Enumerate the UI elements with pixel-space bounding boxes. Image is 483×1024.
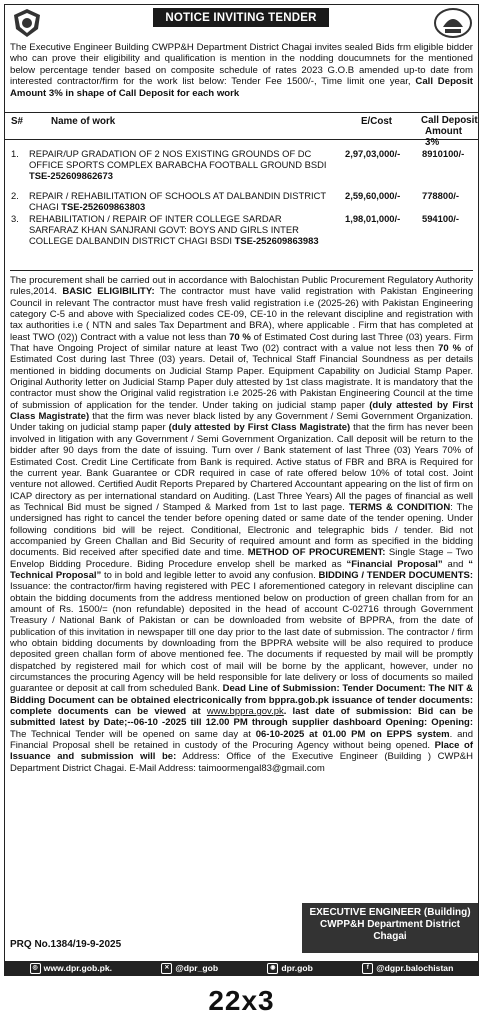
balochistan-emblem-logo [10,7,44,39]
heading-place-of-issuance: Place of Issuance and submission will be: [10,740,473,763]
heading-terms-condition: TERMS & CONDITION [348,501,451,513]
instagram-link[interactable]: ◉ dpr.gob [267,963,313,974]
heading-basic-eligibility: BASIC ELIGIBILITY: [62,286,155,298]
facebook-icon: f [362,963,373,974]
row-sno: 3. [11,213,19,224]
header-sno: S# [11,116,23,127]
row-sno: 1. [11,148,19,159]
signature-line-1: EXECUTIVE ENGINEER (Building) [309,907,471,918]
table-row [5,148,478,190]
signature-line-3: Chagai [373,931,407,942]
notice-title: NOTICE INVITING TENDER [153,8,329,27]
table-header-row [5,112,478,148]
header-call-amount: Amount 3% [425,126,463,148]
government-seal-logo [433,7,473,39]
instagram-icon: ◉ [267,963,278,974]
conditions-body: The procurement shall be carried out in accordance with Balochistan Public Procurement Regulatory Authority rules,2014. BASIC ELIGIBILITY: The contractor must have valid registration with Pakistan Engineering Council in relevant The contractor must have fresh valid registration i.e (2025-26) with Pakistan Engineering category C-5 and above with Specialized codes CE-09, CE-10 in the relevant discipline and registration with tax authorities i.e ( NTN and sales Tax Department and BRA), where applicable . Firm that has completed at least TWO (02)) Contract with a value not less than 70 % of Estimated Cost during last Three (03) years. Firm That have Ongoing Project of similar nature at least Two (02) contract with a value not less then 70 % of Estimated Cost during last Three (03) years. Detail of, Technical Staff Financial Soundness as per details mentioned in bidding documents on Judicial Stamp Paper. Equipment Capability on Judicial Stamp Paper. Original Authority letter on Judicial Stamp Paper duly attested by 1st class magistrate. It is mandatory that the contractor must show the Original valid registration i.e 2025-26 with Pakistan Engineering Council at the time of submission of application for the tender. Under taking on judicial stamp paper (duly attested by First Class Magistrate) that the firm was never black listed by any Government / Semi Government Organization. Under taking on judicial stamp paper (duly attested by First Class Magistrate) that the firm has never been involved in litigation with any Government / Semi Government Organization. Call deposit will be return to the bidder after 90 days from the date of issuing. Turn over / Bank statement of last Three (03) Years 70% of Estimated Cost. Credit Line Certificate from Bank is required. Active status of FBR and BRA is Required for the current year. Bank Guarantee or CDR required in case of rate offered below 10% of total cost. Joint venture not allowed. Certified Audit Reports Prepared by Chartered Accountant appearing on the list of firm on ICAP directory as per international standard on Auditing. (Last Three Years) All the pages of financial as well as Technical Bid must be signed / Stamped & Marked from 1st to last page. TERMS & CONDITION: The undersigned has right to cancel the tender before opening dated or same date of the tender opening. Under following conditions bid will be reject. Conditional, Electronic and telegraphic bids / tender. Bid not accompanied by Green Challan and Bid Security of required amount and form as specified in the bidding documents. Bid received after specified date and time. METHOD OF PROCUREMENT: Single Stage – Two Envelop Bidding Procedure. Biding Procedure envelop shell be marked as “Financial Proposal” and “ Technical Proposal” to in bold and legible letter to avoid any confusion. BIDDING / TENDER DOCUMENTS: Issuance: the contractor/firm having registered with PEC I aforementioned category in relevant discipline can obtain the bidding documents from the address mentioned below on production of green challan from for an amount of Rs. 1500/= (non refundable) deposited in the head of account C-02716 through Government Treasury / National Bank of Pakistan or can be downloaded from website of BPPRA, from the date of publication of this invitation in newspaper till one day prior to the last date of submission. The contractor / firm who obtain bidding documents by downloading from the BPPRA website will be also required to produce deposited green challan form of above mentioned fee. The documents if requested by mail will be promptly dispatched by registered mail for which cost of mail will be borne by the applicant, however, under no circumstances the procuring Agency will be held responsible for late delivery or loss of documents so mailed guarantee or deposit at call from scheduled Bank. Dead Line of Submission: Tender Document: The NIT & Bidding Document can be obtained electriconically from bppra.gob.pk issuance of tender documents: complete documents can be viewed at www.bppra.gov.pk. last date of submission: Bid can be submitted latest by Date;--06-10 -2025 till 12.00 PM through supplier dashboard Opening: Opening: The Technical Tender will be opened on same day at 06-10-2025 at 01.00 PM on EPPS system. and Financial Proposal shell be retained in custody of the Procuring Agency without being opened. Place of Issuance and submission will be: Address: Office of the Executive Engineer (Building ) CWP&H Department District Chagai. E-Mail Address: taimoormengal83@gmail.com [10,270,473,774]
row-tse: TSE-252609863803 [61,201,146,213]
row-call: 594100/- [422,213,460,224]
works-table [5,112,478,263]
facebook-link[interactable]: f @dgpr.balochistan [362,963,453,974]
signature-line-2: CWPP&H Department District [319,919,461,930]
heading-deadline: Dead Line of Submission: Tender Document: [222,683,426,695]
row-call: 778800/- [422,190,460,201]
row-tse: TSE-252609862673 [29,170,113,182]
heading-method-of-procurement: METHOD OF PROCUREMENT: [247,547,386,559]
signature-block [302,903,478,953]
header-work: Name of work [51,116,116,127]
heading-bidding-documents: BIDDING / TENDER DOCUMENTS: [318,569,473,581]
header-call-deposit: Call Deposit [421,115,478,126]
notice-header [5,5,478,41]
ad-size-label: 22x3 [208,985,275,1016]
bppra-link[interactable]: www.bppra.gov.pk [206,706,284,718]
row-cost: 1,98,01,000/- [345,213,401,224]
twitter-link[interactable]: ✕ @dpr_gob [161,963,218,974]
social-footer [5,961,478,975]
twitter-icon: ✕ [161,963,172,974]
prq-number: PRQ No.1384/19-9-2025 [10,939,122,950]
intro-text: The Executive Engineer Building CWPP&H Department District Chagai invites sealed Bids frm eligible bidder who can prove their eligibility and qualification is mention in the nodding doucumnets for the mentioned below percentage tender based on composite schedule of rates 2023 G.O.B amended up-to date from interested contractor/firm for the work list below: Tender Fee 1500/-, Time limit one year, [10,42,473,88]
call-deposit-note: Call Deposit Amount 3% in shape of Call Deposit for each work [10,76,473,99]
row-call: 8910100/- [422,148,465,159]
tender-notice [4,4,479,976]
row-sno: 2. [11,190,19,201]
table-row [5,213,478,263]
row-cost: 2,59,60,000/- [345,190,401,201]
row-work: REPAIR/UP GRADATION OF 2 NOS EXISTING GROUNDS OF DC OFFICE SPORTS COMPLEX BARABCHA FOOTBALL GROUND BSDI TSE-252609862673 [29,148,327,182]
website-link[interactable]: ◎ www.dpr.gob.pk. [30,963,112,974]
row-tse: TSE-252609863983 [234,235,319,247]
header-cost: E/Cost [361,116,393,127]
globe-icon: ◎ [30,963,41,974]
row-work: REPAIR / REHABILITATION OF SCHOOLS AT DALBANDIN DISTRICT CHAGI TSE-252609863803 [29,190,326,213]
table-row [5,190,478,213]
row-cost: 2,97,03,000/- [345,148,401,159]
intro-paragraph [10,42,473,99]
row-work: REHABILITATION / REPAIR OF INTER COLLEGE SARDAR SARFARAZ KHAN SANJRANI GOVT: BOYS AND GIRLS INTER COLLEGE DALBANDIN DISTRICT CHAGI BSDI TSE-252609863983 [29,213,319,247]
